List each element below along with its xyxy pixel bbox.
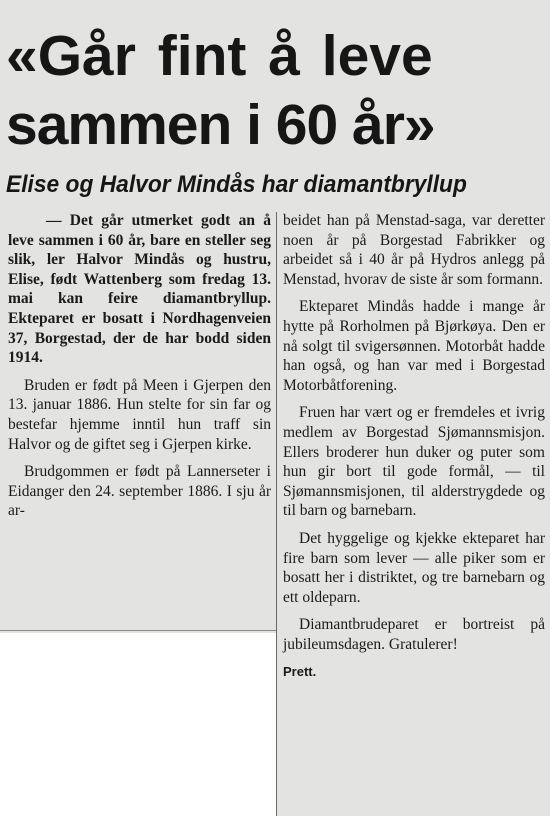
article-column-right	[283, 211, 545, 690]
column-divider	[276, 212, 277, 816]
headline-line-2: sammen i 60 år»	[6, 93, 435, 157]
clipping-bottom-edge	[0, 630, 276, 631]
body-paragraph-children: Det hyggelige og kjekke ekteparet har fire barn som lever — alle piker som er bosatt her i distriktet, og tre barnebarn og ett oldeparn.	[283, 529, 545, 606]
author-signature: Prett.	[283, 664, 317, 680]
body-paragraph-groom-part-1: Brudgommen er født på Lannerseter i Eidanger den 24. september 1886. I sju år ar-	[8, 463, 271, 520]
subheadline: Elise og Halvor Mindås har diamantbryllup	[6, 171, 467, 198]
article-column-left	[8, 211, 271, 529]
body-paragraph-congratulations: Diamantbrudeparet er bortreist på jubileumsdagen. Gratulerer!	[283, 616, 545, 653]
body-paragraph-bride: Bruden er født på Meen i Gjerpen den 13. januar 1886. Hun stelte for sin far og bestefar hjemme inntil hun traff sin Halvor og de giftet seg i Gjerpen kirke.	[8, 376, 271, 453]
lead-paragraph: — Det går utmerket godt an å leve sammen i 60 år, bare en steller seg slik, ler Halvor Mindås og hustru, Elise, født Wattenberg som fredag 13. mai kan feire diamantbryllup. Ekteparet er bosatt i Nordhagenveien 37, Borgestad, der de har bodd siden 1914.	[8, 212, 271, 367]
body-paragraph-cabin: Ekteparet Mindås hadde i mange år hytte på Rorholmen på Bjørkøya. Den er nå solgt til svigersønnen. Motorbåt hadde han også, og han var med i Borgestad Motorbåtforening.	[283, 298, 545, 394]
body-paragraph-mission: Fruen har vært og er fremdeles et ivrig medlem av Borgestad Sjømannsmisjon. Ellers broderer hun duker og puter som hun gir bort til gode formål, — til Sjømannsmisjonen, til alderstrygdede og til barn og barnebarn.	[283, 404, 545, 520]
headline-line-1: «Går fint å leve	[6, 24, 433, 88]
body-paragraph-groom-part-2: beidet han på Menstad-saga, var deretter noen år på Borgestad Fabrikker og arbeidet så i 40 år på Hydros anlegg på Menstad, hvorav de siste år som formann.	[283, 212, 545, 288]
